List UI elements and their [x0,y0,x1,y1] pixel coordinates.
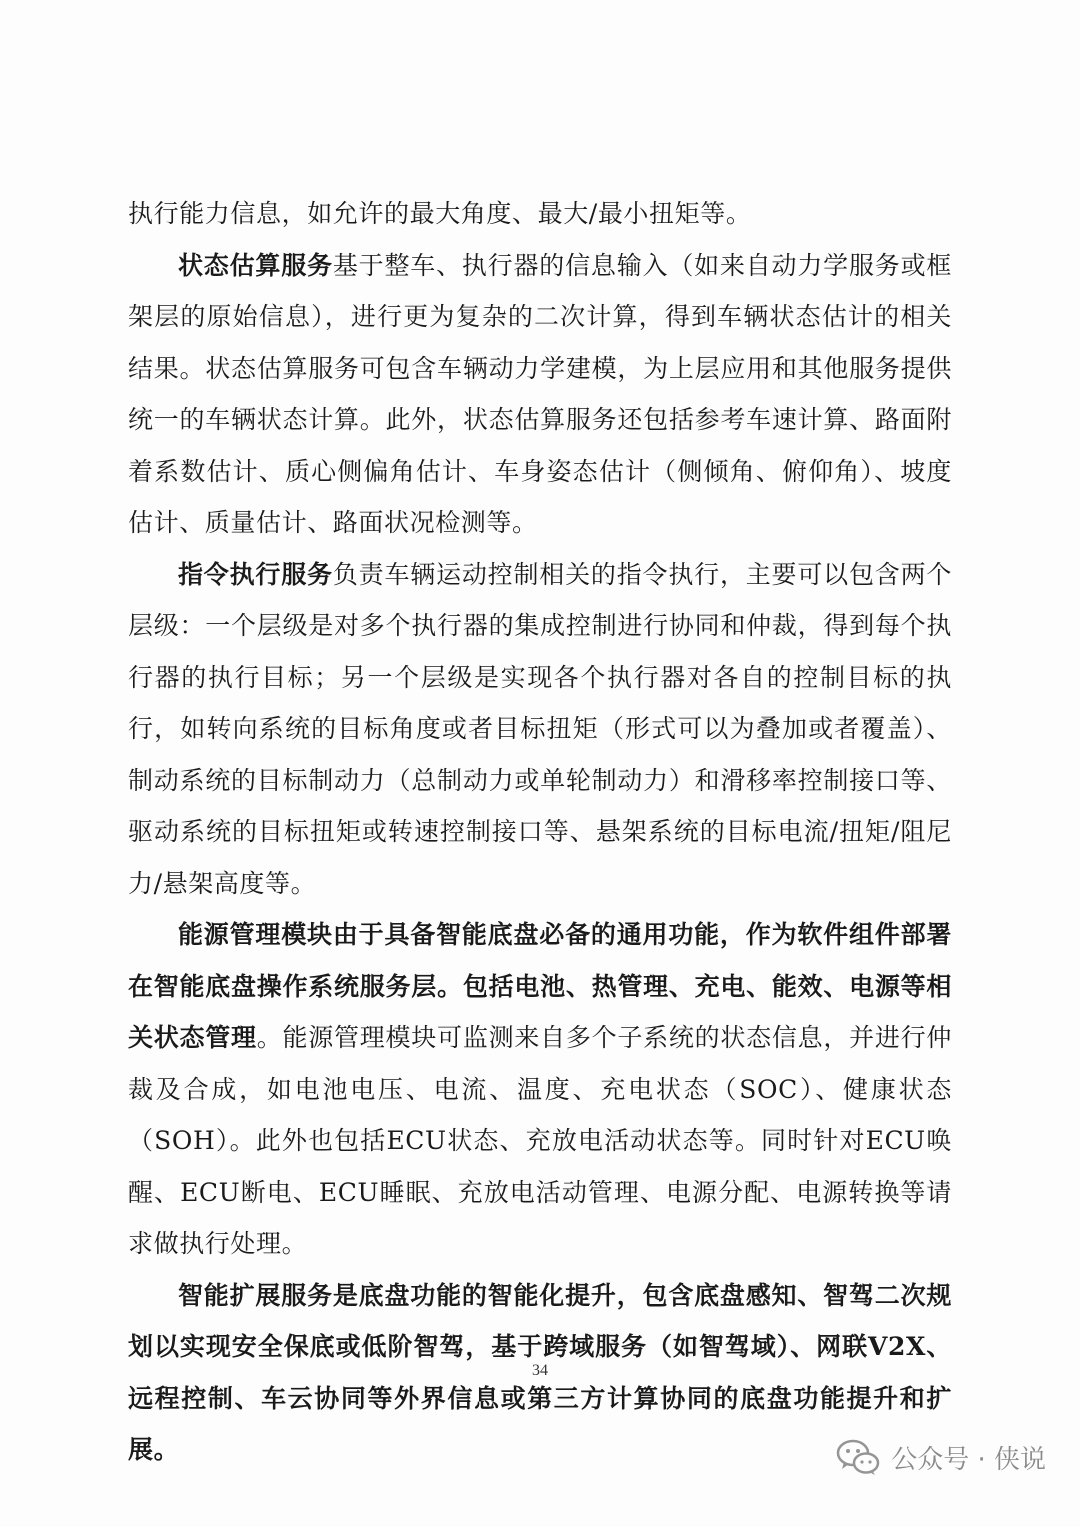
watermark [835,1433,1046,1481]
body-text [128,188,952,1476]
paragraph-3 [128,549,952,910]
paragraph-1-text: 执行能力信息，如允许的最大角度、最大/最小扭矩等。 [128,199,752,228]
paragraph-2-lead: 状态估算服务 [178,250,333,280]
paragraph-5-lead: 智能扩展服务是底盘功能的智能化提升，包含底盘感知、智驾二次规划以实现安全保底或低阶智驾，基于跨域服务（如智驾域）、网联V2X、远程控制、车云协同等外界信息或第三方计算协同的底盘功能提升和扩展。 [128,1280,952,1464]
paragraph-2-text: 基于整车、执行器的信息输入（如来自动力学服务或框架层的原始信息），进行更为复杂的二次计算，得到车辆状态估计的相关结果。状态估算服务可包含车辆动力学建模，为上层应用和其他服务提供统一的车辆状态计算。此外，状态估算服务还包括参考车速计算、路面附着系数估计、质心侧偏角估计、车身姿态估计（侧倾角、俯仰角）、坡度估计、质量估计、路面状况检测等。 [128,250,952,537]
paragraph-4-text: 。能源管理模块可监测来自多个子系统的状态信息，并进行仲裁及合成，如电池电压、电流、温度、充电状态（SOC）、健康状态（SOH）。此外也包括ECU状态、充放电活动状态等。同时针对ECU唤醒、ECU断电、ECU睡眠、充放电活动管理、电源分配、电源转换等请求做执行处理。 [128,1023,952,1258]
paragraph-4-lead: 能源管理模块由于具备智能底盘必备的通用功能，作为软件组件部署在智能底盘操作系统服务层。包括电池、热管理、充电、能效、电源等相关状态管理 [128,920,952,1052]
paragraph-3-lead: 指令执行服务 [178,559,333,589]
watermark-text: 公众号 · 侠说 [891,1444,1046,1475]
paragraph-4 [128,909,952,1270]
paragraph-2 [128,240,952,549]
paragraph-3-text: 负责车辆运动控制相关的指令执行，主要可以包含两个层级：一个层级是对多个执行器的集成控制进行协同和仲裁，得到每个执行器的执行目标；另一个层级是实现各个执行器对各自的控制目标的执行，如转向系统的目标角度或者目标扭矩（形式可以为叠加或者覆盖）、制动系统的目标制动力（总制动力或单轮制动力）和滑移率控制接口等、驱动系统的目标扭矩或转速控制接口等、悬架系统的目标电流/扭矩/阻尼力/悬架高度等。 [128,559,952,898]
paragraph-1 [128,188,952,240]
page-number: 34 [532,1362,548,1379]
wechat-icon [835,1437,881,1477]
